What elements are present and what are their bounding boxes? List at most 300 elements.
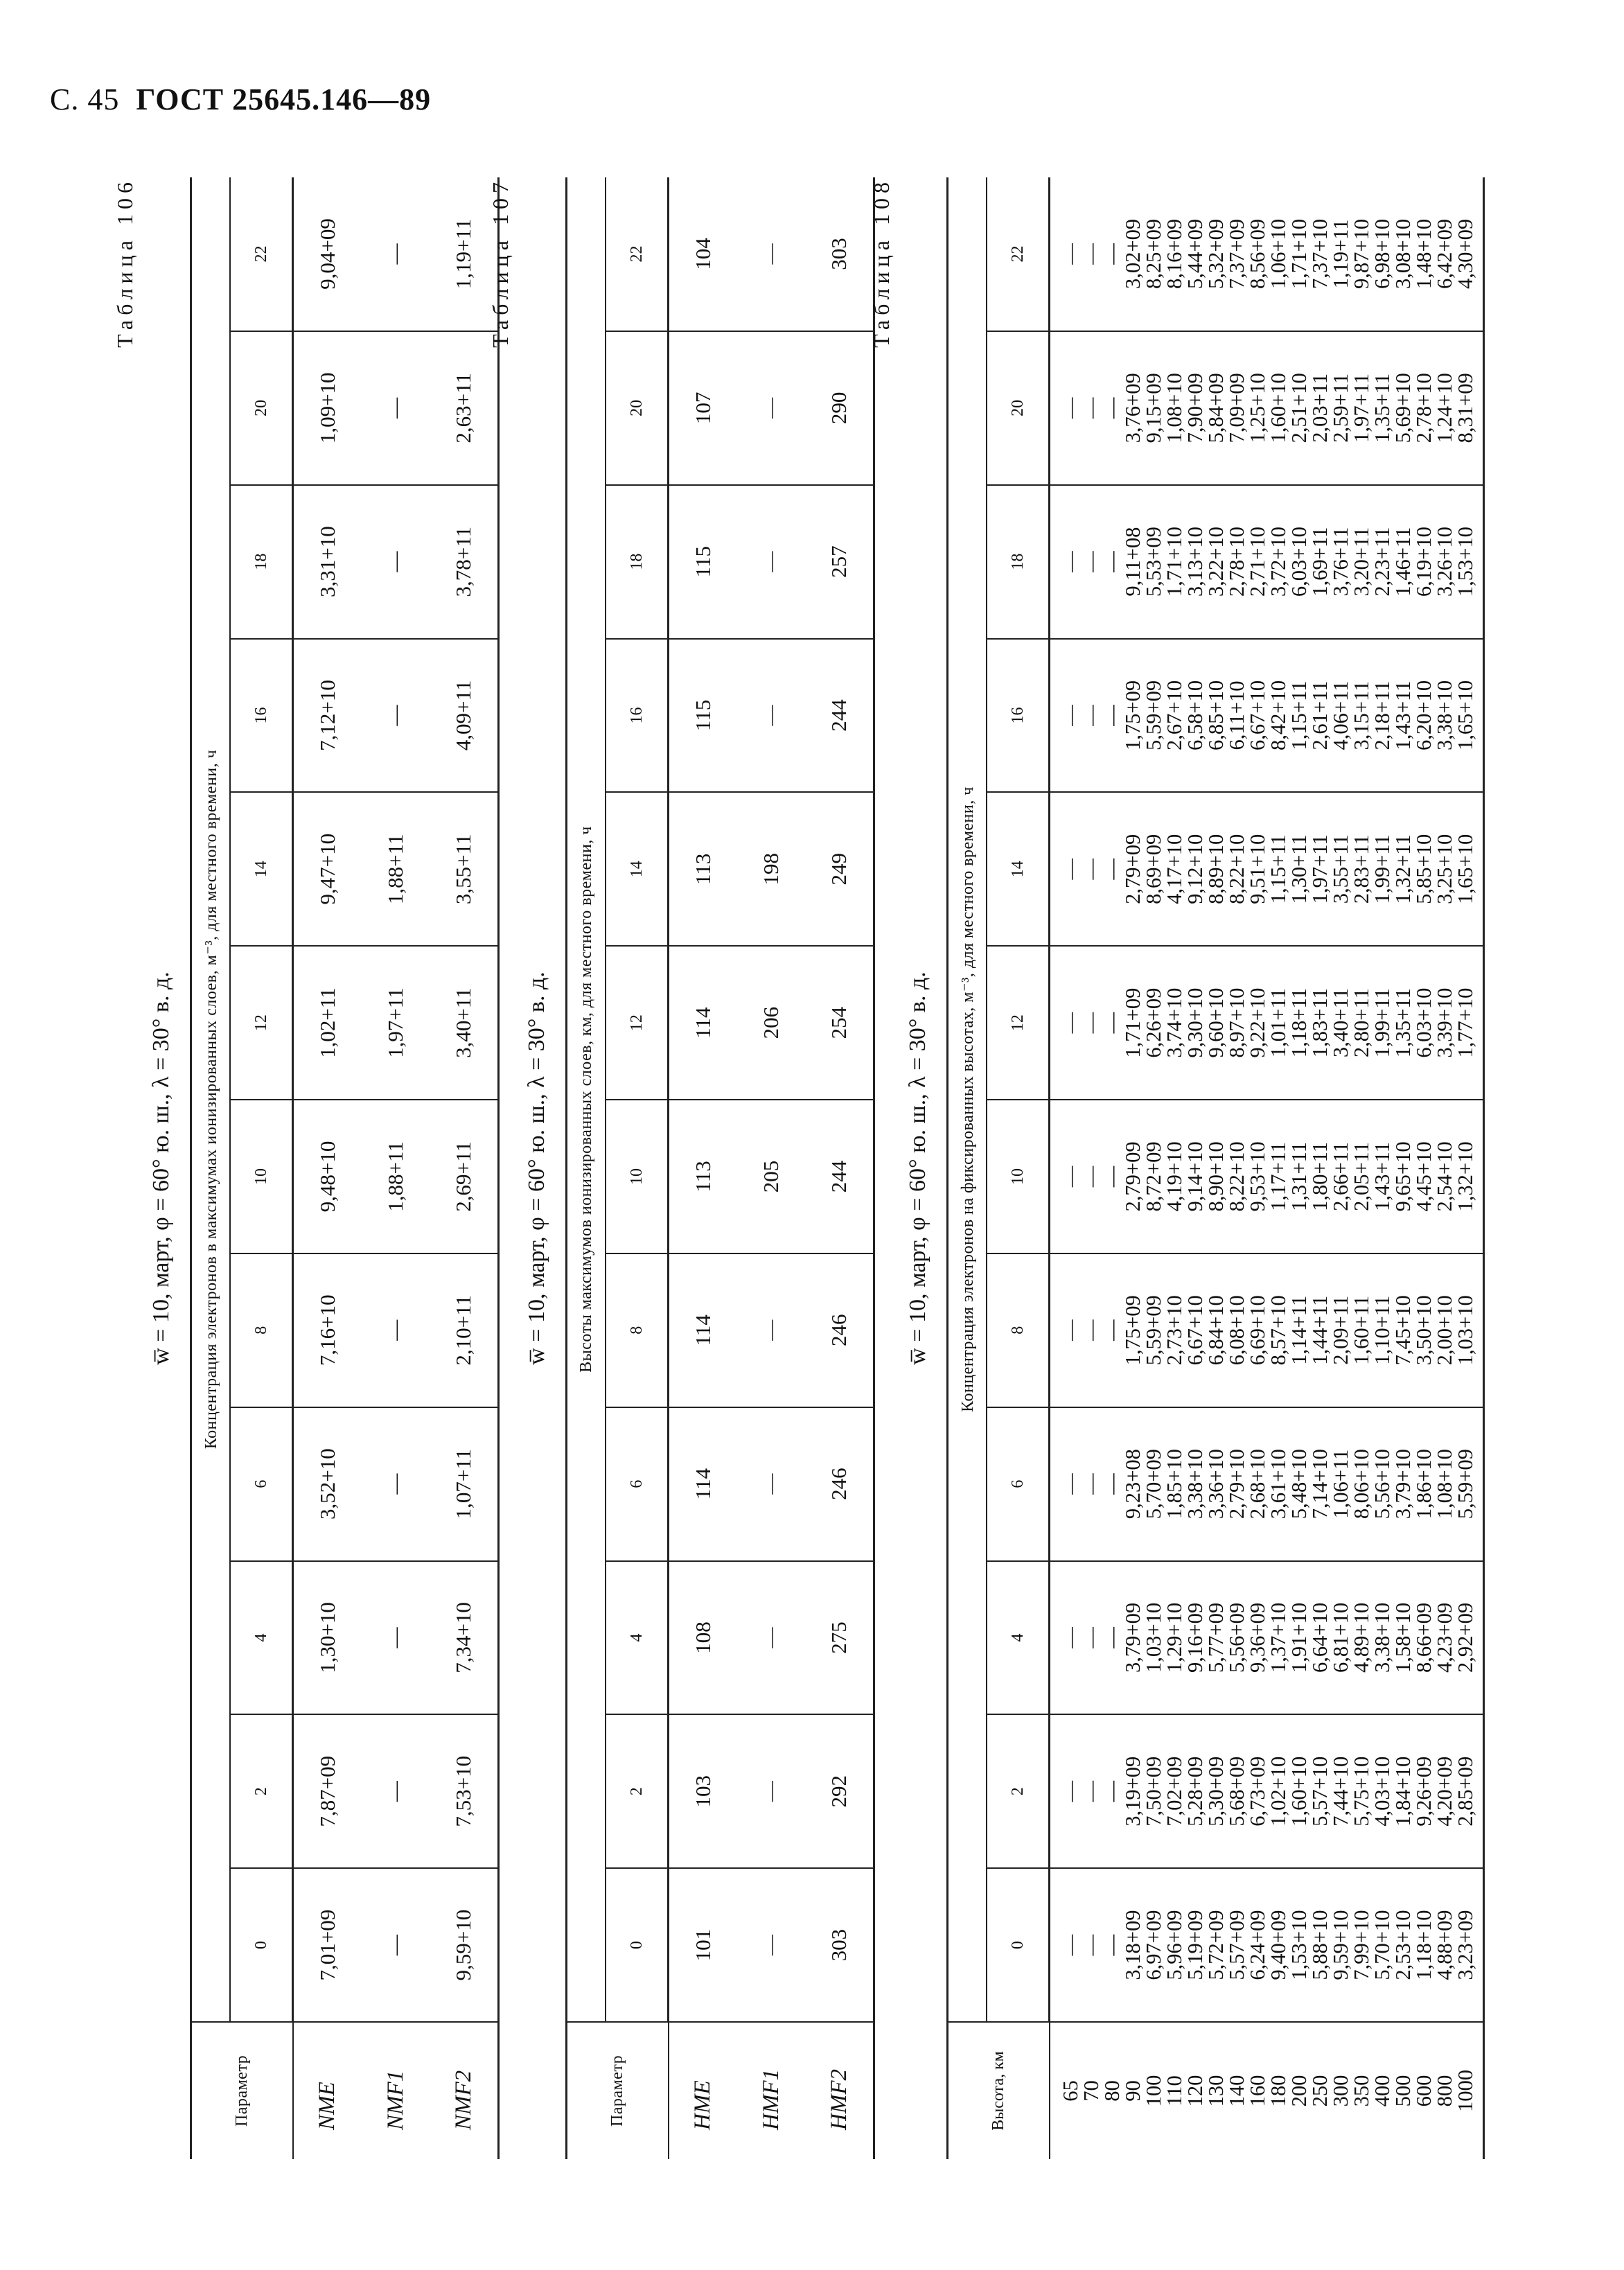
value-cell: 7,09+09 bbox=[1225, 373, 1248, 443]
value-cell: 4,03+10 bbox=[1370, 1756, 1394, 1827]
height-value: 160 bbox=[1245, 2075, 1269, 2107]
hour-header: 22 bbox=[987, 177, 1050, 331]
hour-header: 8 bbox=[987, 1253, 1050, 1407]
value-cell: 7,37+10 bbox=[1308, 218, 1332, 289]
value-column bbox=[1050, 946, 1484, 1100]
value-cell: — bbox=[1100, 1473, 1124, 1495]
value-cell: — bbox=[1100, 397, 1124, 419]
height-value: 70 bbox=[1079, 2080, 1103, 2102]
value-cell: 6,67+10 bbox=[1246, 680, 1269, 750]
value-cell: — bbox=[1079, 1934, 1103, 1956]
value-cell: — bbox=[1100, 1165, 1124, 1188]
value-cell: 1,15+11 bbox=[1287, 680, 1311, 750]
value-cell: — bbox=[1059, 1934, 1082, 1956]
value-cell: 1,08+10 bbox=[1433, 1449, 1456, 1520]
value-cell: 3,74+10 bbox=[1163, 987, 1186, 1058]
value-cell: 5,53+09 bbox=[1142, 527, 1165, 597]
value-cell: 2,71+10 bbox=[1246, 527, 1269, 597]
value-cell: 3,31+10 bbox=[293, 485, 362, 639]
value-cell: 4,20+09 bbox=[1433, 1756, 1456, 1827]
value-cell: 2,53+10 bbox=[1391, 1910, 1415, 1980]
height-value: 130 bbox=[1203, 2075, 1228, 2107]
value-cell: — bbox=[384, 243, 407, 265]
height-value: 65 bbox=[1058, 2080, 1082, 2102]
hour-header: 6 bbox=[606, 1407, 669, 1561]
value-cell: — bbox=[1079, 397, 1103, 419]
value-cell: — bbox=[1059, 243, 1082, 265]
value-cell: — bbox=[1100, 243, 1124, 265]
value-cell: 8,97+10 bbox=[1225, 987, 1248, 1058]
value-cell: — bbox=[1100, 1319, 1124, 1341]
value-cell: 5,70+10 bbox=[1370, 1910, 1394, 1980]
hour-header: 2 bbox=[606, 1714, 669, 1868]
value-cell: 2,54+10 bbox=[1433, 1141, 1456, 1212]
value-cell: 303 bbox=[805, 1868, 874, 2022]
hour-header: 20 bbox=[987, 331, 1050, 485]
height-value: 800 bbox=[1432, 2075, 1456, 2107]
hour-header: 16 bbox=[230, 639, 293, 793]
value-cell: — bbox=[1079, 1165, 1103, 1188]
value-cell: 3,23+09 bbox=[1454, 1910, 1477, 1980]
value-cell: 275 bbox=[805, 1561, 874, 1715]
value-cell: 8,57+10 bbox=[1266, 1295, 1290, 1366]
value-cell: 113 bbox=[669, 792, 738, 946]
value-cell: 9,23+08 bbox=[1121, 1449, 1145, 1520]
value-cell: 9,47+10 bbox=[293, 792, 362, 946]
value-cell: 8,16+09 bbox=[1163, 218, 1186, 289]
value-cell: 1,48+10 bbox=[1412, 218, 1436, 289]
value-cell: 4,89+10 bbox=[1350, 1602, 1373, 1673]
value-cell: 5,72+09 bbox=[1204, 1910, 1228, 1980]
value-cell: — bbox=[1100, 859, 1124, 880]
height-value: 200 bbox=[1287, 2075, 1311, 2107]
value-cell: — bbox=[1059, 1012, 1082, 1034]
value-cell: — bbox=[362, 1253, 430, 1407]
param-name: HMF1 bbox=[737, 2022, 805, 2159]
value-cell: 9,65+10 bbox=[1391, 1141, 1415, 1212]
value-cell: 3,18+09 bbox=[1121, 1910, 1145, 1980]
value-cell: — bbox=[1079, 243, 1103, 265]
value-cell: 1,07+11 bbox=[430, 1407, 499, 1561]
value-cell: 257 bbox=[805, 485, 874, 639]
table-107-label: Таблица 107 bbox=[488, 177, 513, 348]
table-106 bbox=[190, 177, 500, 2159]
value-cell: 1,65+10 bbox=[1454, 834, 1477, 904]
value-cell: 1,02+10 bbox=[1266, 1756, 1290, 1827]
rotated-content bbox=[112, 177, 1560, 2159]
value-cell: 3,40+11 bbox=[1329, 988, 1352, 1058]
value-cell: 6,08+10 bbox=[1225, 1295, 1248, 1366]
value-cell: 1,18+11 bbox=[1287, 988, 1311, 1058]
value-cell: 249 bbox=[805, 792, 874, 946]
value-cell: — bbox=[1059, 705, 1082, 726]
hour-header: 4 bbox=[606, 1561, 669, 1715]
value-cell: 1,91+10 bbox=[1287, 1602, 1311, 1673]
table-108 bbox=[946, 177, 1485, 2159]
param-name: HMF2 bbox=[805, 2022, 874, 2159]
hour-header: 16 bbox=[606, 639, 669, 793]
value-cell: 2,10+11 bbox=[430, 1253, 499, 1407]
value-cell: 3,13+10 bbox=[1183, 527, 1207, 597]
value-cell: 3,79+10 bbox=[1391, 1449, 1415, 1520]
value-cell: 1,19+11 bbox=[1329, 219, 1352, 289]
value-cell: 9,36+09 bbox=[1246, 1602, 1269, 1673]
value-cell: 1,44+11 bbox=[1308, 1295, 1332, 1365]
value-cell: 5,75+10 bbox=[1350, 1756, 1373, 1827]
value-cell: 8,22+10 bbox=[1225, 834, 1248, 904]
value-cell: 6,11+10 bbox=[1225, 680, 1248, 750]
hour-header: 12 bbox=[606, 946, 669, 1100]
value-cell: — bbox=[737, 1407, 805, 1561]
value-column bbox=[1050, 177, 1484, 331]
value-cell: 1,84+10 bbox=[1391, 1756, 1415, 1827]
value-cell: 2,73+10 bbox=[1163, 1295, 1186, 1366]
value-cell: — bbox=[737, 1253, 805, 1407]
height-value: 300 bbox=[1328, 2075, 1352, 2107]
value-cell: 115 bbox=[669, 485, 738, 639]
value-cell: 9,60+10 bbox=[1204, 987, 1228, 1058]
value-cell: 5,44+09 bbox=[1183, 218, 1207, 289]
value-cell: 1,60+10 bbox=[1266, 373, 1290, 443]
value-cell: 198 bbox=[737, 792, 805, 946]
value-cell: — bbox=[737, 639, 805, 793]
value-cell: 9,14+10 bbox=[1183, 1141, 1207, 1212]
hour-header: 6 bbox=[230, 1407, 293, 1561]
value-cell: 1,24+10 bbox=[1433, 373, 1456, 443]
value-cell: 1,53+10 bbox=[1287, 1910, 1311, 1980]
value-cell: 1,60+11 bbox=[1350, 1295, 1373, 1365]
value-cell: 292 bbox=[805, 1714, 874, 1868]
value-cell: 8,90+10 bbox=[1204, 1141, 1228, 1212]
value-cell: 9,15+09 bbox=[1142, 373, 1165, 443]
param-name: NME bbox=[293, 2022, 362, 2159]
value-cell: 8,56+09 bbox=[1246, 218, 1269, 289]
value-cell: — bbox=[1100, 1781, 1124, 1802]
value-cell: 7,14+10 bbox=[1308, 1449, 1332, 1520]
value-cell: 3,15+11 bbox=[1350, 680, 1373, 750]
value-cell: 3,22+10 bbox=[1204, 527, 1228, 597]
value-cell: 8,06+10 bbox=[1350, 1449, 1373, 1520]
value-cell: 6,81+10 bbox=[1329, 1602, 1352, 1673]
value-cell: 1,43+11 bbox=[1391, 680, 1415, 750]
value-cell: 6,98+10 bbox=[1370, 218, 1394, 289]
value-cell: — bbox=[1059, 551, 1082, 572]
value-cell: — bbox=[737, 485, 805, 639]
value-cell: — bbox=[759, 243, 782, 265]
value-cell: — bbox=[362, 331, 430, 485]
value-cell: 1,08+10 bbox=[1163, 373, 1186, 443]
value-cell: 1,99+11 bbox=[1370, 834, 1394, 904]
value-cell: 6,03+10 bbox=[1287, 527, 1311, 597]
value-cell: 6,73+09 bbox=[1246, 1756, 1269, 1827]
value-cell: 1,88+11 bbox=[362, 792, 430, 946]
value-cell: 1,97+11 bbox=[1350, 373, 1373, 443]
value-cell: 5,69+10 bbox=[1391, 373, 1415, 443]
value-cell: 5,56+09 bbox=[1225, 1602, 1248, 1673]
value-column bbox=[1050, 1561, 1484, 1715]
value-cell: 254 bbox=[805, 946, 874, 1100]
value-cell: 3,78+11 bbox=[430, 485, 499, 639]
value-cell: 5,96+09 bbox=[1163, 1910, 1186, 1980]
value-cell: 1,71+10 bbox=[1163, 527, 1186, 597]
value-cell: — bbox=[362, 1407, 430, 1561]
value-cell: 6,64+10 bbox=[1308, 1602, 1332, 1673]
table-row bbox=[293, 177, 362, 2159]
value-cell: 1,97+11 bbox=[1308, 834, 1332, 904]
value-cell: 2,68+10 bbox=[1246, 1449, 1269, 1520]
height-value: 350 bbox=[1349, 2075, 1373, 2107]
value-cell: 1,58+10 bbox=[1391, 1602, 1415, 1673]
param-name: HME bbox=[669, 2022, 738, 2159]
value-cell: 5,28+09 bbox=[1183, 1756, 1207, 1827]
value-cell: — bbox=[362, 639, 430, 793]
value-cell: 9,16+09 bbox=[1183, 1602, 1207, 1673]
hour-header: 2 bbox=[987, 1714, 1050, 1868]
value-cell: 9,51+10 bbox=[1246, 834, 1269, 904]
table-row bbox=[737, 177, 805, 2159]
hour-header: 4 bbox=[230, 1561, 293, 1715]
hour-header: 14 bbox=[987, 792, 1050, 946]
hour-header: 12 bbox=[230, 946, 293, 1100]
value-cell: — bbox=[737, 1714, 805, 1868]
value-cell: 1,03+10 bbox=[1142, 1602, 1165, 1673]
value-cell: 5,59+09 bbox=[1142, 680, 1165, 750]
value-cell: 1,75+09 bbox=[1121, 1295, 1145, 1366]
value-cell: — bbox=[737, 331, 805, 485]
table-row bbox=[430, 177, 499, 2159]
value-cell: 3,38+10 bbox=[1433, 680, 1456, 750]
group-header: Концентрация электронов на фиксированных высотах, м⁻³, для местного времени, ч bbox=[948, 177, 987, 2022]
hour-header: 4 bbox=[987, 1561, 1050, 1715]
table-107 bbox=[565, 177, 875, 2159]
value-cell: 1,31+11 bbox=[1287, 1141, 1311, 1211]
value-cell: 1,35+11 bbox=[1370, 373, 1394, 443]
value-cell: 4,88+09 bbox=[1433, 1910, 1456, 1980]
value-cell: 3,52+10 bbox=[293, 1407, 362, 1561]
hour-header: 8 bbox=[230, 1253, 293, 1407]
value-cell: 2,51+10 bbox=[1287, 373, 1311, 443]
value-cell: 1,10+11 bbox=[1370, 1295, 1394, 1365]
value-cell: 114 bbox=[669, 1253, 738, 1407]
value-cell: — bbox=[1079, 1319, 1103, 1341]
value-cell: 5,77+09 bbox=[1204, 1602, 1228, 1673]
hour-header: 12 bbox=[987, 946, 1050, 1100]
value-cell: 244 bbox=[805, 1100, 874, 1253]
param-header: Параметр bbox=[191, 2022, 293, 2159]
value-column bbox=[1050, 1868, 1484, 2022]
value-cell: 1,99+11 bbox=[1370, 988, 1394, 1058]
table-row bbox=[805, 177, 874, 2159]
height-value: 120 bbox=[1183, 2075, 1207, 2107]
value-cell: 9,59+10 bbox=[430, 1868, 499, 2022]
value-cell: 9,22+10 bbox=[1246, 987, 1269, 1058]
hour-header: 22 bbox=[230, 177, 293, 331]
value-cell: 1,46+11 bbox=[1391, 527, 1415, 597]
value-cell: 3,72+10 bbox=[1266, 527, 1290, 597]
value-cell: 1,75+09 bbox=[1121, 680, 1145, 750]
value-cell: — bbox=[1059, 397, 1082, 419]
value-cell: — bbox=[1059, 1627, 1082, 1648]
value-cell: 6,03+10 bbox=[1412, 987, 1436, 1058]
value-cell: 6,97+09 bbox=[1142, 1910, 1165, 1980]
param-name: NMF1 bbox=[362, 2022, 430, 2159]
value-column bbox=[1050, 1714, 1484, 1868]
value-column bbox=[1050, 331, 1484, 485]
value-cell: 4,09+11 bbox=[430, 639, 499, 793]
value-cell: 1,01+11 bbox=[1266, 988, 1290, 1058]
value-cell: 6,85+10 bbox=[1204, 680, 1228, 750]
value-cell: 8,89+10 bbox=[1204, 834, 1228, 904]
value-cell: 205 bbox=[737, 1100, 805, 1253]
value-cell: 107 bbox=[669, 331, 738, 485]
value-cell: — bbox=[1059, 1473, 1082, 1495]
value-cell: 3,76+11 bbox=[1329, 527, 1352, 597]
hour-header: 0 bbox=[230, 1868, 293, 2022]
value-cell: 3,39+10 bbox=[1433, 987, 1456, 1058]
value-cell: 1,09+10 bbox=[293, 331, 362, 485]
value-cell: 7,53+10 bbox=[430, 1714, 499, 1868]
value-cell: — bbox=[1100, 1012, 1124, 1034]
value-cell: — bbox=[1079, 705, 1103, 726]
table-row bbox=[362, 177, 430, 2159]
value-cell: — bbox=[1059, 1781, 1082, 1802]
table-108-label: Таблица 108 bbox=[869, 177, 894, 348]
param-header: Параметр bbox=[567, 2022, 669, 2159]
hour-header: 18 bbox=[987, 485, 1050, 639]
value-cell: — bbox=[1100, 551, 1124, 572]
value-cell: 6,84+10 bbox=[1204, 1295, 1228, 1366]
value-cell: — bbox=[1079, 1627, 1103, 1648]
value-cell: 1,06+10 bbox=[1266, 218, 1290, 289]
value-cell: 1,97+11 bbox=[362, 946, 430, 1100]
value-cell: 2,09+11 bbox=[1329, 1295, 1352, 1365]
value-cell: — bbox=[1100, 705, 1124, 726]
value-cell: 5,85+10 bbox=[1412, 834, 1436, 904]
table-108-caption: w̅ = 10, март, φ = 60° ю. ш., λ = 30° в. д. bbox=[905, 971, 930, 1365]
value-cell: 3,36+10 bbox=[1204, 1449, 1228, 1520]
value-cell: 7,16+10 bbox=[293, 1253, 362, 1407]
value-cell: 7,50+09 bbox=[1142, 1756, 1165, 1827]
value-cell: 113 bbox=[669, 1100, 738, 1253]
value-cell: 9,48+10 bbox=[293, 1100, 362, 1253]
value-cell: 2,66+11 bbox=[1329, 1141, 1352, 1211]
value-cell: 7,90+09 bbox=[1183, 373, 1207, 443]
value-cell: 3,20+11 bbox=[1350, 527, 1373, 597]
value-cell: 9,12+10 bbox=[1183, 834, 1207, 904]
value-cell: 115 bbox=[669, 639, 738, 793]
value-cell: 108 bbox=[669, 1561, 738, 1715]
value-cell: 4,19+10 bbox=[1163, 1141, 1186, 1212]
table-107-caption: w̅ = 10, март, φ = 60° ю. ш., λ = 30° в. д. bbox=[524, 971, 549, 1365]
value-cell: 244 bbox=[805, 639, 874, 793]
value-cell: — bbox=[362, 485, 430, 639]
value-cell: 2,18+11 bbox=[1370, 680, 1394, 750]
value-cell: 2,69+11 bbox=[430, 1100, 499, 1253]
value-cell: 3,50+10 bbox=[1412, 1295, 1436, 1366]
value-cell: 2,78+10 bbox=[1225, 527, 1248, 597]
value-cell: 3,40+11 bbox=[430, 946, 499, 1100]
value-cell: 5,88+10 bbox=[1308, 1910, 1332, 1980]
value-cell: 5,56+10 bbox=[1370, 1449, 1394, 1520]
value-cell: 1,43+11 bbox=[1370, 1141, 1394, 1211]
value-cell: 114 bbox=[669, 1407, 738, 1561]
value-cell: 2,79+10 bbox=[1225, 1449, 1248, 1520]
value-cell: 1,60+10 bbox=[1287, 1756, 1311, 1827]
value-cell: 1,06+11 bbox=[1329, 1449, 1352, 1519]
value-cell: 1,37+10 bbox=[1266, 1602, 1290, 1673]
value-cell: 1,14+11 bbox=[1287, 1295, 1311, 1365]
value-cell: 7,44+10 bbox=[1329, 1756, 1352, 1827]
value-cell: 3,19+09 bbox=[1121, 1756, 1145, 1827]
value-cell: 1,53+10 bbox=[1454, 527, 1477, 597]
page-number: С. 45 bbox=[50, 82, 120, 116]
value-cell: 2,05+11 bbox=[1350, 1141, 1373, 1211]
value-cell: 5,19+09 bbox=[1183, 1910, 1207, 1980]
value-cell: 5,59+09 bbox=[1454, 1449, 1477, 1520]
hour-header: 10 bbox=[230, 1100, 293, 1253]
value-column bbox=[1050, 485, 1484, 639]
value-cell: — bbox=[1059, 1165, 1082, 1188]
value-cell: — bbox=[1079, 1473, 1103, 1495]
height-value: 90 bbox=[1120, 2080, 1145, 2102]
value-cell: 9,40+09 bbox=[1266, 1910, 1290, 1980]
value-cell: — bbox=[362, 1714, 430, 1868]
value-cell: 5,48+10 bbox=[1287, 1449, 1311, 1520]
value-cell: 1,86+10 bbox=[1412, 1449, 1436, 1520]
value-cell: 9,87+10 bbox=[1350, 218, 1373, 289]
value-cell: 290 bbox=[805, 331, 874, 485]
hour-header: 14 bbox=[606, 792, 669, 946]
value-cell: 9,59+10 bbox=[1329, 1910, 1352, 1980]
table-106-label: Таблица 106 bbox=[112, 177, 137, 348]
value-cell: 1,71+10 bbox=[1287, 218, 1311, 289]
value-cell: 5,57+09 bbox=[1225, 1910, 1248, 1980]
hour-header: 20 bbox=[606, 331, 669, 485]
value-cell: 4,30+09 bbox=[1454, 218, 1477, 289]
value-cell: 1,85+10 bbox=[1163, 1449, 1186, 1520]
value-cell: 7,01+09 bbox=[293, 1868, 362, 2022]
param-name: NMF2 bbox=[430, 2022, 499, 2159]
value-cell: 3,79+09 bbox=[1121, 1602, 1145, 1673]
value-cell: 104 bbox=[691, 238, 715, 270]
page-header bbox=[50, 82, 431, 117]
value-cell: 8,72+09 bbox=[1142, 1141, 1165, 1212]
value-cell: 7,02+09 bbox=[1163, 1756, 1186, 1827]
value-column bbox=[1050, 1100, 1484, 1253]
value-cell: 6,58+10 bbox=[1183, 680, 1207, 750]
value-cell: 6,69+10 bbox=[1246, 1295, 1269, 1366]
value-cell: 1,80+11 bbox=[1308, 1141, 1332, 1211]
value-cell: 3,38+10 bbox=[1370, 1602, 1394, 1673]
height-value: 140 bbox=[1224, 2075, 1248, 2107]
value-cell: 1,25+10 bbox=[1246, 373, 1269, 443]
value-cell: 8,25+09 bbox=[1142, 218, 1165, 289]
value-cell: 101 bbox=[669, 1868, 738, 2022]
value-cell: — bbox=[1079, 859, 1103, 880]
value-cell: 7,87+09 bbox=[293, 1714, 362, 1868]
group-header: Концентрация электронов в максимумах ионизированных слоев, м⁻³, для местного времени, ч bbox=[191, 177, 231, 2022]
value-cell: 5,30+09 bbox=[1204, 1756, 1228, 1827]
value-cell: 6,19+10 bbox=[1412, 527, 1436, 597]
value-cell: 1,15+11 bbox=[1266, 834, 1290, 904]
height-header: Высота, км bbox=[948, 2022, 1050, 2159]
table-row bbox=[1050, 177, 1484, 2159]
value-cell: 5,70+09 bbox=[1142, 1449, 1165, 1520]
hour-header: 2 bbox=[230, 1714, 293, 1868]
value-cell: 1,19+11 bbox=[451, 218, 475, 290]
value-cell: 2,67+10 bbox=[1163, 680, 1186, 750]
value-cell: 4,17+10 bbox=[1163, 834, 1186, 904]
